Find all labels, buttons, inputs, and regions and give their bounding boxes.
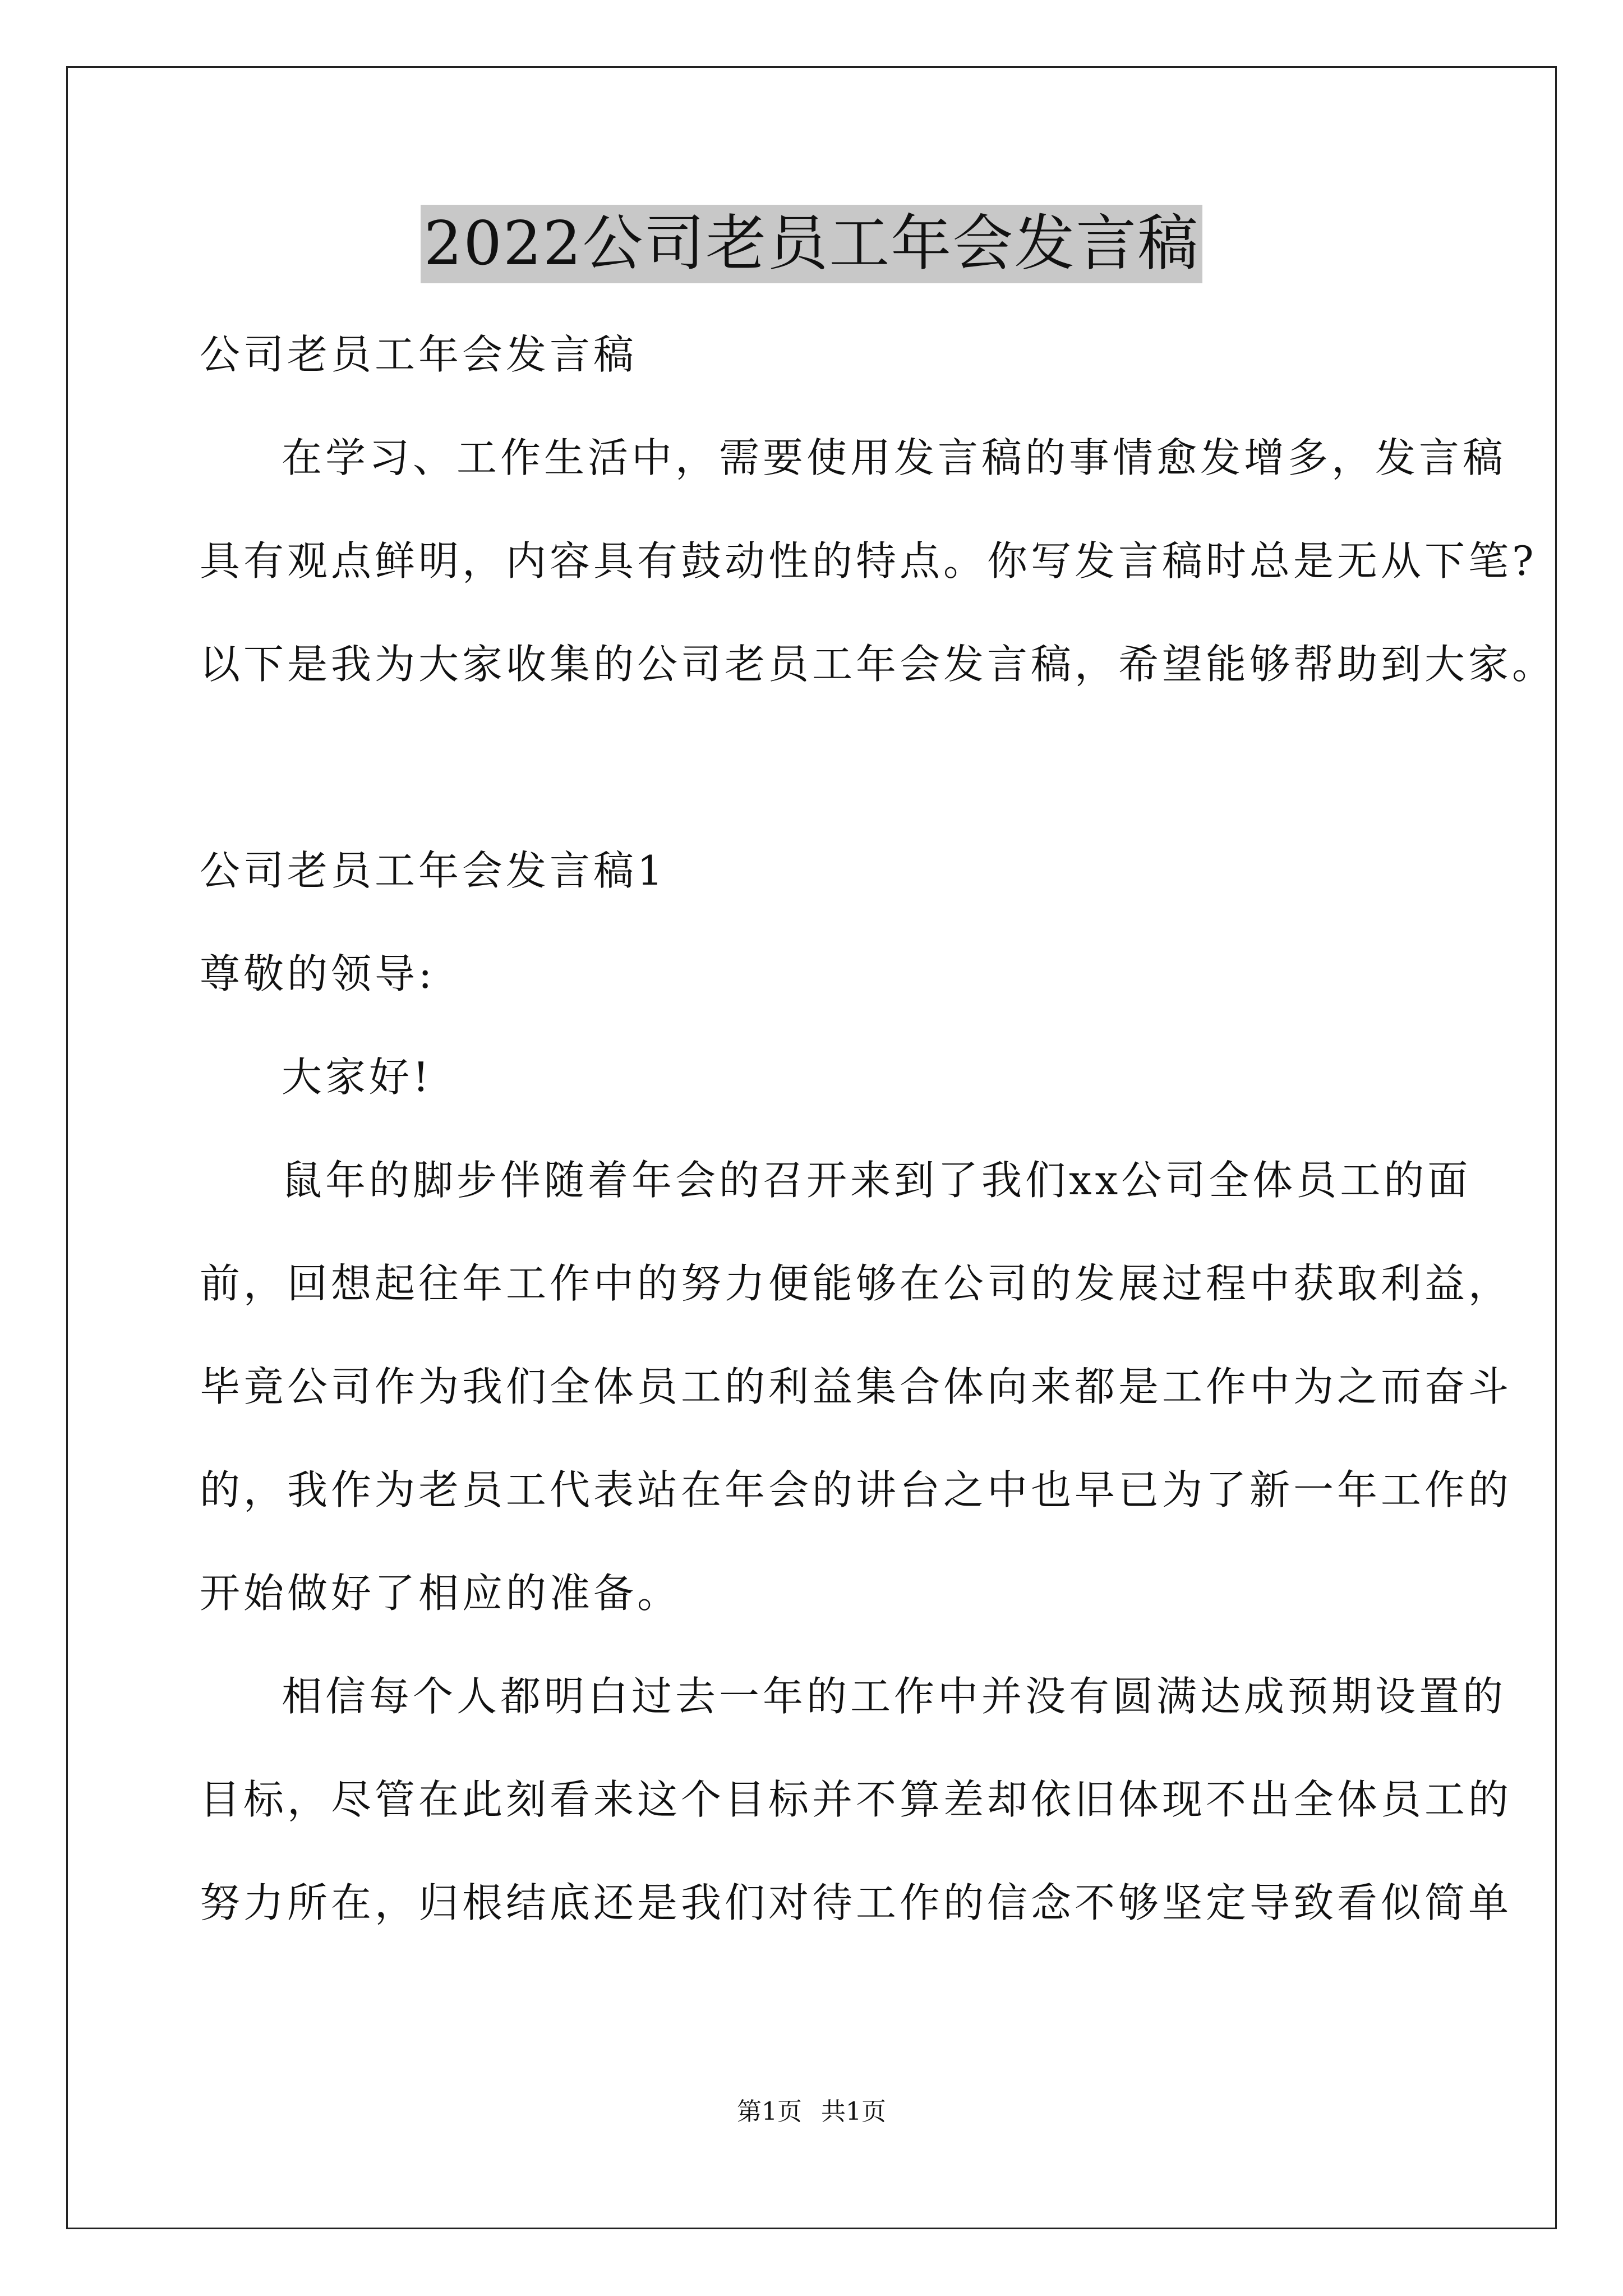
salutation: 尊敬的领导: [200, 950, 436, 997]
document-body [200, 303, 1556, 1954]
intro-line: 在学习、工作生活中，需要使用发言稿的事情愈发增多，发言稿 [282, 434, 1507, 481]
paragraph-line: 努力所在，归根结底还是我们对待工作的信念不够坚定导致看似简单 [200, 1879, 1513, 1926]
intro-line: 以下是我为大家收集的公司老员工年会发言稿，希望能够帮助到大家。 [200, 641, 1556, 688]
paragraph-line: 毕竟公司作为我们全体员工的利益集合体向来都是工作中为之而奋斗 [200, 1363, 1513, 1410]
paragraph-line: 鼠年的脚步伴随着年会的召开来到了我们xx公司全体员工的面 [282, 1157, 1472, 1204]
paragraph-line: 开始做好了相应的准备。 [200, 1570, 681, 1617]
page-number-current: 第1页 [737, 2097, 802, 2126]
title-container [0, 205, 1623, 283]
document-title: 2022公司老员工年会发言稿 [421, 205, 1203, 283]
paragraph-line: 的，我作为老员工代表站在年会的讲台之中也早已为了新一年工作的 [200, 1466, 1513, 1513]
paragraph-line: 相信每个人都明白过去一年的工作中并没有圆满达成预期设置的 [282, 1673, 1507, 1720]
blank-line [200, 716, 1433, 819]
page-footer [0, 2095, 1623, 2129]
paragraph-line: 前，回想起往年工作中的努力便能够在公司的发展过程中获取利益， [200, 1260, 1513, 1307]
greeting: 大家好! [282, 1053, 432, 1101]
paragraph-line: 目标，尽管在此刻看来这个目标并不算差却依旧体现不出全体员工的 [200, 1776, 1513, 1823]
section-heading: 公司老员工年会发言稿1 [200, 847, 666, 894]
subtitle: 公司老员工年会发言稿 [200, 331, 638, 378]
page-number-total: 共1页 [821, 2097, 886, 2126]
intro-line: 具有观点鲜明，内容具有鼓动性的特点。你写发言稿时总是无从下笔? [200, 537, 1537, 585]
